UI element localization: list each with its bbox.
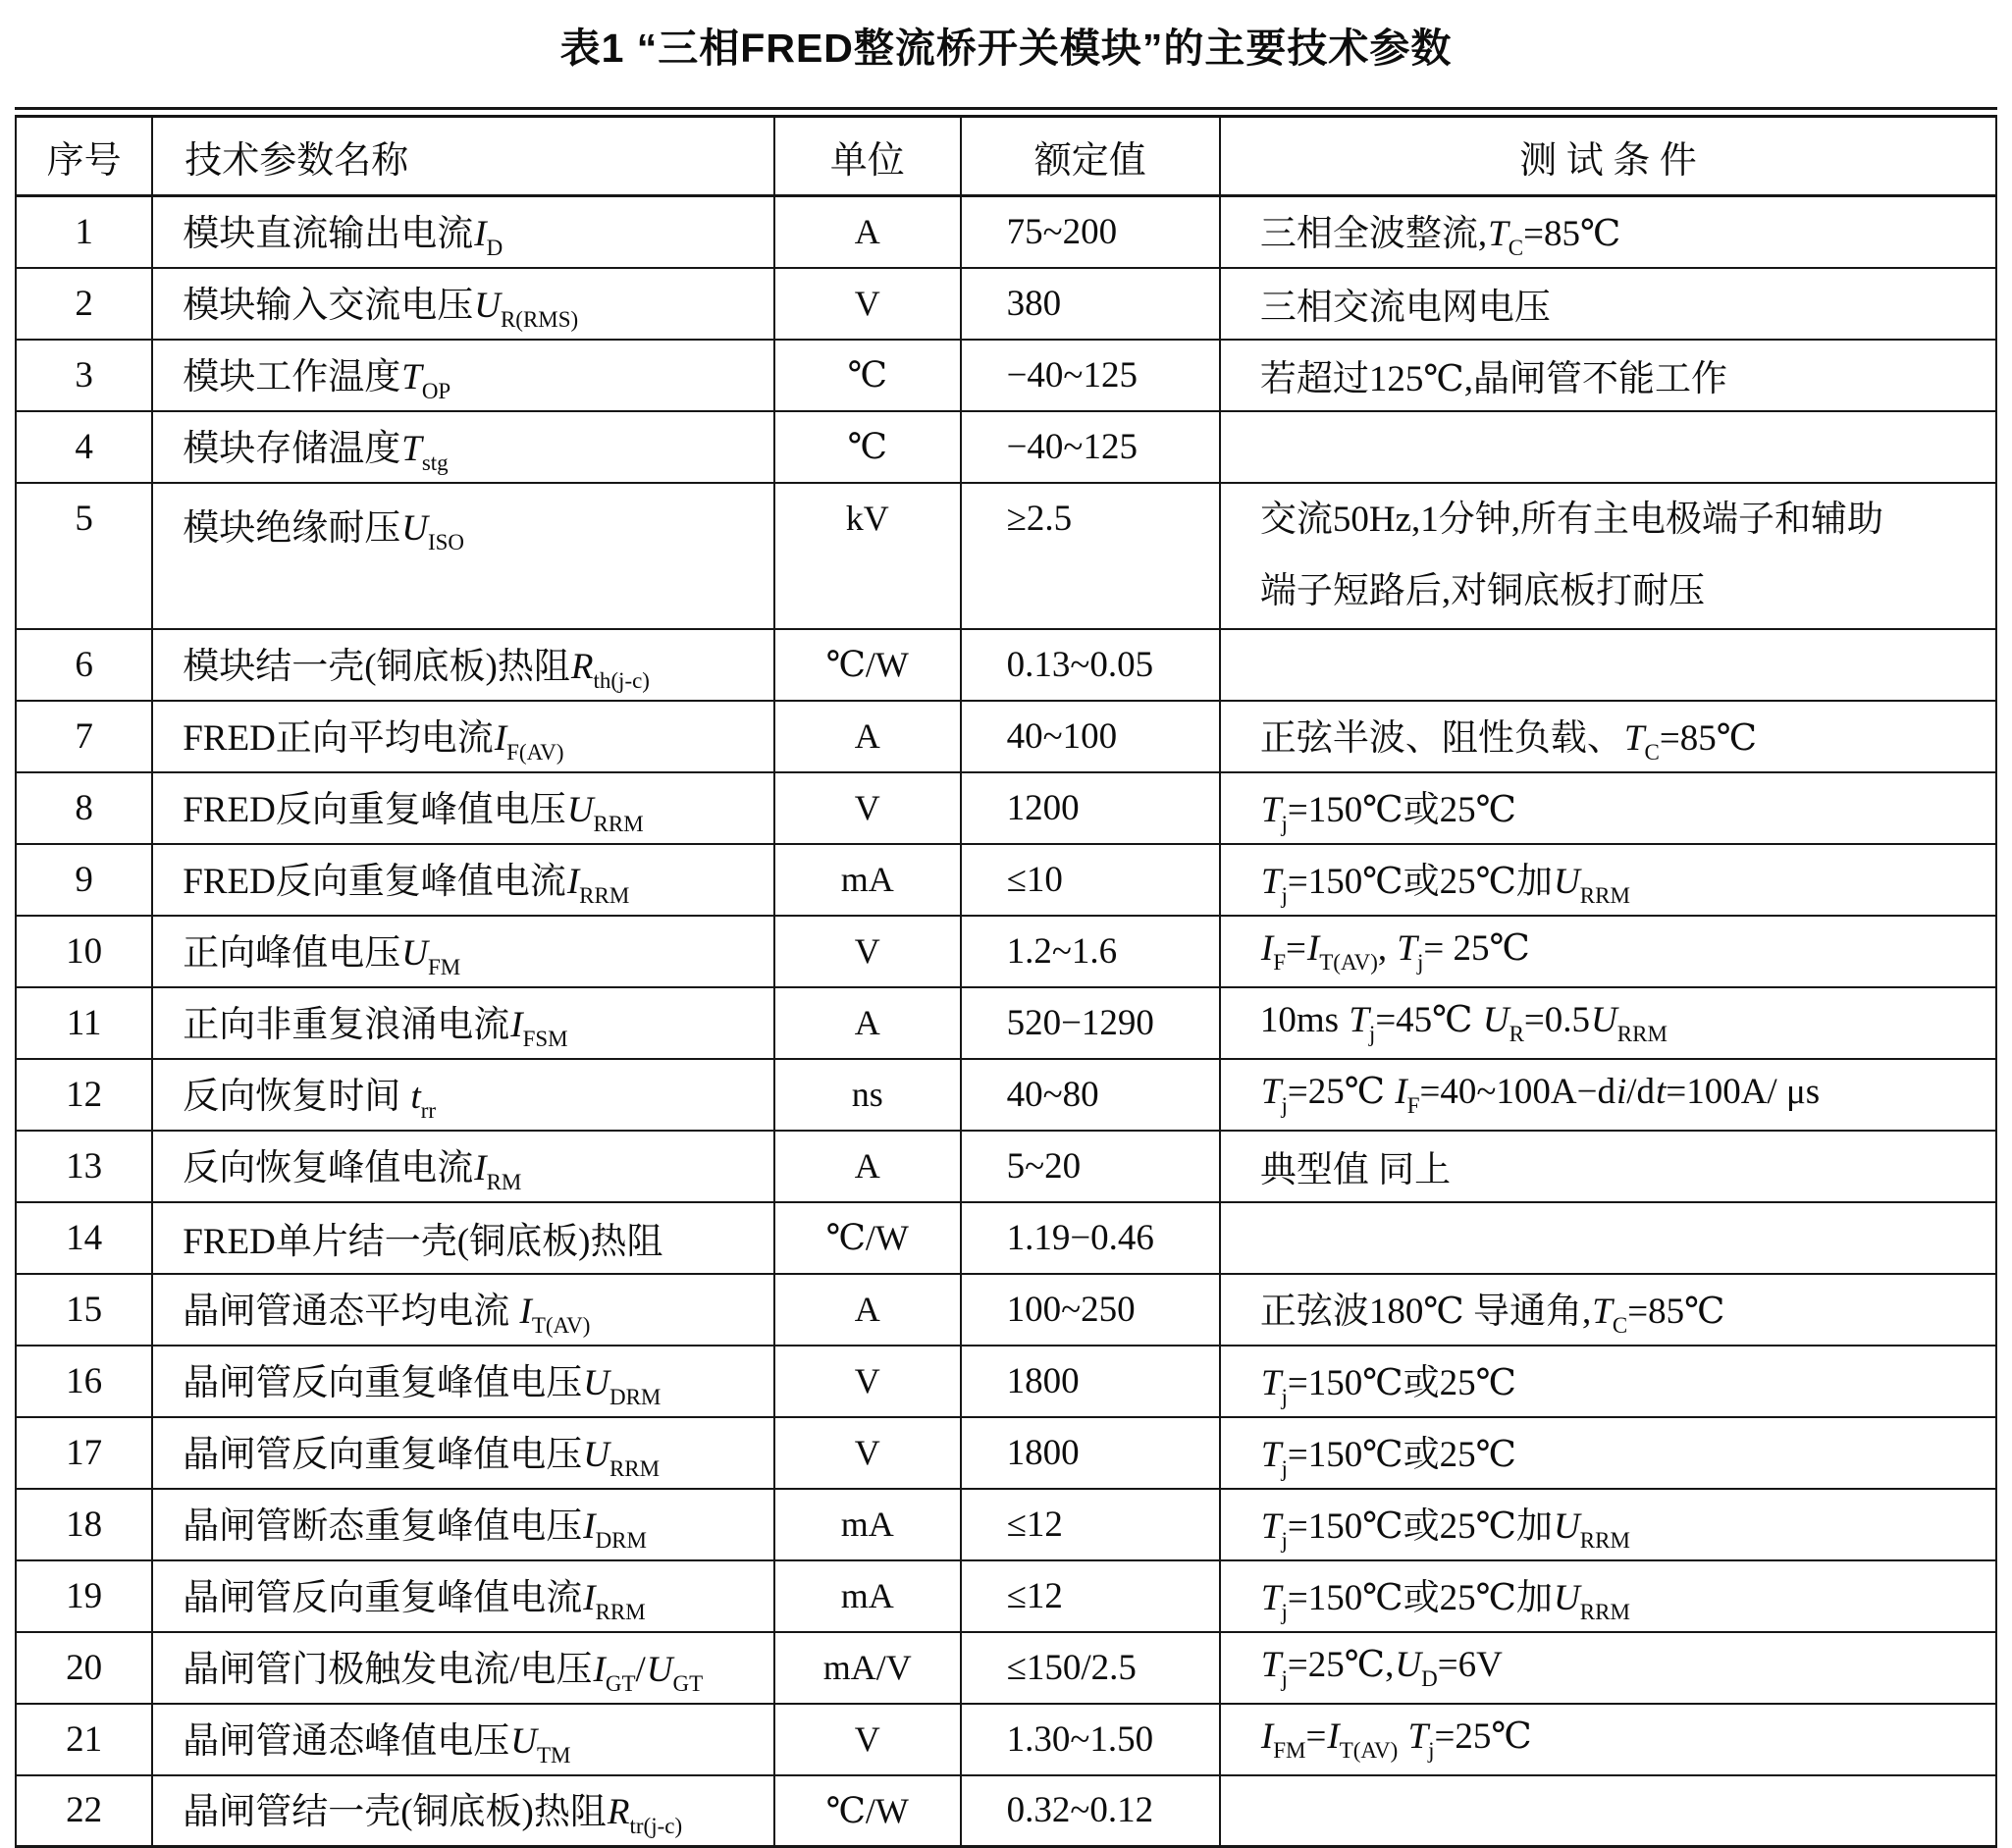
table-row (16, 1417, 1996, 1489)
table-row (16, 1560, 1996, 1632)
param-unit: mA (774, 1560, 961, 1632)
test-condition: $T_j=150℃$或25℃ (1220, 1346, 1996, 1417)
parameters-table (15, 115, 1997, 1848)
test-condition: $T_j=25℃,U_D=6V$ (1220, 1632, 1996, 1704)
rated-value: 520−1290 (961, 987, 1220, 1059)
param-name: 晶闸管反向重复峰值电流$I_{RRM}$ (152, 1560, 774, 1632)
param-name: 模块存储温度$T_{stg}$ (152, 411, 774, 483)
header-row (16, 117, 1996, 196)
table-row (16, 1489, 1996, 1560)
param-unit: ℃/W (774, 629, 961, 701)
param-name: FRED单片结一壳(铜底板)热阻 (152, 1202, 774, 1274)
row-number: 17 (16, 1417, 152, 1489)
table-row (16, 916, 1996, 987)
param-name: 模块工作温度$T_{OP}$ (152, 340, 774, 411)
param-unit: ℃/W (774, 1775, 961, 1847)
row-number: 4 (16, 411, 152, 483)
param-unit: ℃/W (774, 1202, 961, 1274)
table-row (16, 1131, 1996, 1202)
rated-value: 100~250 (961, 1274, 1220, 1346)
param-name: 晶闸管反向重复峰值电压$U_{DRM}$ (152, 1346, 774, 1417)
row-number: 14 (16, 1202, 152, 1274)
parameters-table-wrap (15, 107, 1997, 1848)
table-row (16, 629, 1996, 701)
param-unit: ℃ (774, 411, 961, 483)
col-header-test-condition: 测 试 条 件 (1220, 117, 1996, 196)
test-condition: 三相全波整流$,T_C=85℃$ (1220, 196, 1996, 268)
table-row (16, 1704, 1996, 1775)
row-number: 10 (16, 916, 152, 987)
param-name: 反向恢复时间 $t_{rr}$ (152, 1059, 774, 1131)
param-unit: A (774, 1131, 961, 1202)
table-row (16, 844, 1996, 916)
row-number: 3 (16, 340, 152, 411)
test-condition: 正弦波180℃ 导通角$,T_C=85℃$ (1220, 1274, 1996, 1346)
test-condition: 若超过125℃,晶闸管不能工作 (1220, 340, 1996, 411)
param-name: FRED反向重复峰值电流$I_{RRM}$ (152, 844, 774, 916)
test-condition (1220, 411, 1996, 483)
row-number: 15 (16, 1274, 152, 1346)
param-name: 模块输入交流电压$U_{R(RMS)}$ (152, 268, 774, 340)
rated-value: 1.2~1.6 (961, 916, 1220, 987)
param-unit: mA/V (774, 1632, 961, 1704)
col-header-unit: 单位 (774, 117, 961, 196)
rated-value: 380 (961, 268, 1220, 340)
table-row (16, 772, 1996, 844)
row-number: 7 (16, 701, 152, 772)
param-name: FRED反向重复峰值电压$U_{RRM}$ (152, 772, 774, 844)
param-name: 晶闸管断态重复峰值电压$I_{DRM}$ (152, 1489, 774, 1560)
table-row (16, 1775, 1996, 1847)
row-number: 12 (16, 1059, 152, 1131)
col-header-no: 序号 (16, 117, 152, 196)
param-unit: V (774, 268, 961, 340)
row-number: 2 (16, 268, 152, 340)
row-number: 13 (16, 1131, 152, 1202)
param-unit: V (774, 1417, 961, 1489)
param-name: 反向恢复峰值电流$I_{RM}$ (152, 1131, 774, 1202)
table-row (16, 268, 1996, 340)
param-name: 晶闸管通态峰值电压$U_{TM}$ (152, 1704, 774, 1775)
test-condition: $T_j=150℃$或25℃加$U_{RRM}$ (1220, 844, 1996, 916)
row-number: 20 (16, 1632, 152, 1704)
param-name: 模块绝缘耐压$U_{ISO}$ (152, 483, 774, 629)
row-number: 11 (16, 987, 152, 1059)
param-unit: mA (774, 1489, 961, 1560)
test-condition (1220, 1775, 1996, 1847)
param-unit: A (774, 1274, 961, 1346)
row-number: 18 (16, 1489, 152, 1560)
test-condition (1220, 629, 1996, 701)
rated-value: ≤150/2.5 (961, 1632, 1220, 1704)
rated-value: 1200 (961, 772, 1220, 844)
test-condition: $T_j=25℃$ $I_F=40\sim 100A-di/dt=100A/$ μs (1220, 1059, 1996, 1131)
param-name: 正向峰值电压$U_{FM}$ (152, 916, 774, 987)
row-number: 5 (16, 483, 152, 629)
test-condition (1220, 1202, 1996, 1274)
row-number: 22 (16, 1775, 152, 1847)
param-name: 模块结一壳(铜底板)热阻$R_{th(j-c)}$ (152, 629, 774, 701)
param-name: 模块直流输出电流$I_D$ (152, 196, 774, 268)
rated-value: 1.19−0.46 (961, 1202, 1220, 1274)
row-number: 21 (16, 1704, 152, 1775)
col-header-param-name: 技术参数名称 (152, 117, 774, 196)
param-name: 正向非重复浪涌电流$I_{FSM}$ (152, 987, 774, 1059)
table-row (16, 1346, 1996, 1417)
param-name: 晶闸管结一壳(铜底板)热阻$R_{tr(j-c)}$ (152, 1775, 774, 1847)
row-number: 19 (16, 1560, 152, 1632)
test-condition: 10ms $T_j=45℃$ $U_R=0.5U_{RRM}$ (1220, 987, 1996, 1059)
table-row (16, 1059, 1996, 1131)
table-title: 表1 “三相FRED整流桥开关模块”的主要技术参数 (559, 26, 1453, 71)
row-number: 6 (16, 629, 152, 701)
rated-value: −40~125 (961, 340, 1220, 411)
param-name: FRED正向平均电流$I_{F(AV)}$ (152, 701, 774, 772)
table-row (16, 196, 1996, 268)
table-row (16, 411, 1996, 483)
test-condition: $T_j=150℃$或25℃ (1220, 1417, 1996, 1489)
test-condition: 交流50Hz,1分钟,所有主电极端子和辅助 端子短路后,对铜底板打耐压 (1220, 483, 1996, 629)
table-body (16, 196, 1996, 1847)
param-name: 晶闸管门极触发电流/电压$I_{GT}/U_{GT}$ (152, 1632, 774, 1704)
rated-value: 1800 (961, 1417, 1220, 1489)
table-row (16, 483, 1996, 629)
param-unit: V (774, 1346, 961, 1417)
rated-value: 0.32~0.12 (961, 1775, 1220, 1847)
rated-value: 0.13~0.05 (961, 629, 1220, 701)
rated-value: ≥2.5 (961, 483, 1220, 629)
rated-value: −40~125 (961, 411, 1220, 483)
rated-value: ≤12 (961, 1560, 1220, 1632)
test-condition: $T_j=150℃$或25℃加$U_{RRM}$ (1220, 1489, 1996, 1560)
table-row (16, 1274, 1996, 1346)
rated-value: 40~80 (961, 1059, 1220, 1131)
param-unit: A (774, 196, 961, 268)
param-unit: A (774, 987, 961, 1059)
row-number: 9 (16, 844, 152, 916)
row-number: 16 (16, 1346, 152, 1417)
test-condition: 三相交流电网电压 (1220, 268, 1996, 340)
test-condition: $I_F=I_{T(AV)}$, $T_j=$ 25℃ (1220, 916, 1996, 987)
table-row (16, 1202, 1996, 1274)
rated-value: 1800 (961, 1346, 1220, 1417)
param-unit: V (774, 1704, 961, 1775)
row-number: 8 (16, 772, 152, 844)
table-row (16, 701, 1996, 772)
rated-value: 5~20 (961, 1131, 1220, 1202)
param-name: 晶闸管通态平均电流 $I_{T(AV)}$ (152, 1274, 774, 1346)
table-row (16, 987, 1996, 1059)
row-number: 1 (16, 196, 152, 268)
test-condition: $T_j=150℃$或25℃加$U_{RRM}$ (1220, 1560, 1996, 1632)
table-row (16, 1632, 1996, 1704)
param-unit: mA (774, 844, 961, 916)
rated-value: 75~200 (961, 196, 1220, 268)
param-name: 晶闸管反向重复峰值电压$U_{RRM}$ (152, 1417, 774, 1489)
param-unit: A (774, 701, 961, 772)
param-unit: V (774, 772, 961, 844)
col-header-rated-value: 额定值 (961, 117, 1220, 196)
rated-value: 1.30~1.50 (961, 1704, 1220, 1775)
rated-value: 40~100 (961, 701, 1220, 772)
test-condition: $I_{FM}=I_{T(AV)}$ $T_j=25℃$ (1220, 1704, 1996, 1775)
param-unit: kV (774, 483, 961, 629)
test-condition: 典型值 同上 (1220, 1131, 1996, 1202)
rated-value: ≤12 (961, 1489, 1220, 1560)
table-row (16, 340, 1996, 411)
param-unit: ns (774, 1059, 961, 1131)
test-condition: $T_j=150℃$或25℃ (1220, 772, 1996, 844)
param-unit: ℃ (774, 340, 961, 411)
param-unit: V (774, 916, 961, 987)
test-condition: 正弦半波、阻性负载、$T_C=85℃$ (1220, 701, 1996, 772)
rated-value: ≤10 (961, 844, 1220, 916)
